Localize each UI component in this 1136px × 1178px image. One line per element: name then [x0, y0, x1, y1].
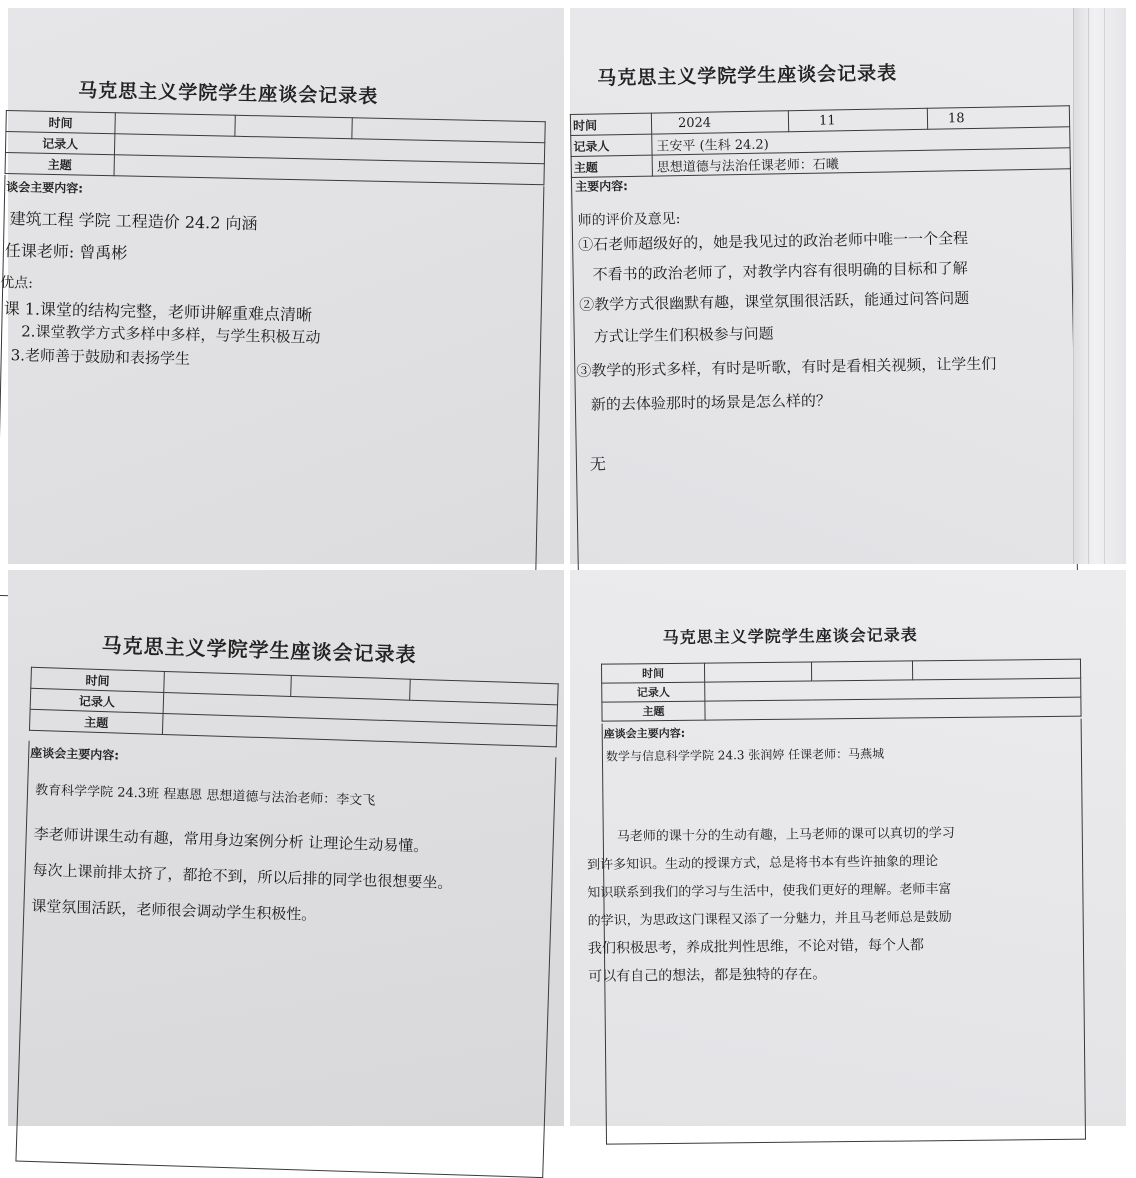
topic-label: 主题 [602, 701, 705, 721]
content-label: 座谈会主要内容: [30, 745, 120, 763]
time-year-cell: 2024 [651, 111, 788, 134]
form-title: 马克思主义学院学生座谈会记录表 [78, 79, 379, 108]
handwritten-line: 建筑工程 学院 工程造价 24.2 向涵 [9, 209, 258, 234]
handwritten-line: ③教学的形式多样，有时是听歌，有时是看相关视频，让学生们 [576, 354, 997, 380]
content-label: 谈会主要内容: [6, 180, 84, 196]
content-label: 主要内容: [575, 179, 629, 194]
photo-sheet-3 [8, 570, 564, 1126]
topic-label: 主题 [5, 152, 114, 175]
content-label: 座谈会主要内容: [603, 726, 686, 741]
photo-sheet-2 [570, 8, 1126, 564]
time-label: 时间 [570, 113, 651, 135]
content-area [15, 741, 556, 1178]
handwritten-line: ①石老师超级好的，她是我见过的政治老师中唯一一个全程 [577, 229, 969, 254]
record-form-2 [570, 0, 1136, 564]
time-day-cell [912, 659, 1080, 680]
time-month-cell [235, 115, 352, 138]
handwritten-line: 到许多知识。生动的授课方式，总是将书本有些许抽象的理论 [587, 854, 939, 873]
form-header-table [570, 105, 1071, 178]
record-form-3 [0, 570, 564, 1143]
handwritten-line: 马老师的课十分的生动有趣，上马老师的课可以真切的学习 [616, 825, 955, 845]
handwritten-line: 我们积极思考，养成批判性思维，不论对错，每个人都 [587, 937, 925, 957]
handwritten-line: 李老师讲课生动有趣，常用身边案例分析 让理论生动易懂。 [33, 824, 429, 856]
form-title: 马克思主义学院学生座谈会记录表 [662, 625, 918, 648]
time-month-cell [811, 661, 912, 681]
handwritten-line: 优点: [0, 274, 34, 292]
form-title: 马克思主义学院学生座谈会记录表 [101, 632, 417, 667]
handwritten-line: 的学识，为思政这门课程又添了一分魅力，并且马老师总是鼓励 [587, 910, 952, 929]
recorder-label: 记录人 [30, 688, 164, 713]
topic-cell [705, 697, 1081, 720]
time-label: 时间 [601, 663, 704, 683]
record-form-4 [570, 564, 1132, 1126]
handwritten-line: 知识联系到我们的学习与生活中，使我们更好的理解。老师丰富 [587, 882, 952, 901]
time-label: 时间 [6, 110, 115, 133]
form-header-table [5, 110, 546, 185]
handwritten-line: 师的评价及意见: [577, 211, 681, 229]
time-day-cell: 18 [927, 106, 1069, 129]
content-area [602, 719, 1086, 1145]
handwritten-line: 3.老师善于鼓励和表扬学生 [10, 346, 191, 368]
topic-cell: 思想道德与法治任课老师：石曦 [652, 148, 1070, 176]
handwritten-line: 可以有自己的想法，都是独特的存在。 [588, 966, 827, 985]
handwritten-line: 无 [589, 454, 607, 474]
handwritten-line: 任课老师: 曾禹彬 [4, 240, 128, 263]
handwritten-line: 课 1.课堂的结构完整，老师讲解重难点清晰 [3, 298, 313, 325]
photo-sheet-4 [570, 570, 1126, 1126]
time-year-cell [115, 113, 235, 137]
time-label: 时间 [31, 667, 165, 692]
handwritten-line: 2.课堂教学方式多样中多样，与学生积极互动 [21, 322, 321, 347]
form-header-table [601, 659, 1082, 722]
handwritten-line: 教育科学学院 24.3班 程惠恩 思想道德与法治老师：李文飞 [34, 782, 376, 809]
form-title: 马克思主义学院学生座谈会记录表 [597, 62, 898, 90]
time-year-cell [704, 662, 811, 682]
handwritten-line: 新的去体验那时的场景是怎么样的？ [590, 391, 832, 414]
topic-label: 主题 [29, 709, 163, 734]
handwritten-line: ②教学方式很幽默有趣，课堂氛围很活跃，能通过问答问题 [579, 289, 970, 314]
handwritten-line: 方式让学生们积极参与问题 [593, 324, 774, 346]
recorder-label: 记录人 [5, 131, 114, 154]
handwritten-line: 数学与信息科学学院 24.3 张润婷 任课老师：马燕城 [605, 746, 885, 764]
handwritten-line: 不看书的政治老师了，对教学内容有很明确的目标和了解 [592, 259, 968, 284]
form-header-table [29, 667, 559, 748]
recorder-label: 记录人 [602, 682, 705, 702]
topic-label: 主题 [571, 155, 652, 177]
handwritten-line: 每次上课前排太挤了，都抢不到，所以后排的同学也很想要坐。 [32, 860, 453, 893]
photo-sheet-1 [0, 8, 564, 564]
recorder-label: 记录人 [571, 134, 652, 156]
time-month-cell: 11 [788, 108, 927, 131]
record-form-1 [0, 8, 564, 576]
recorder-cell: 王安平 (生科 24.2) [652, 127, 1070, 155]
paper-stack-edge [1073, 8, 1126, 564]
handwritten-line: 课堂氛围活跃，老师很会调动学生积极性。 [31, 896, 317, 924]
